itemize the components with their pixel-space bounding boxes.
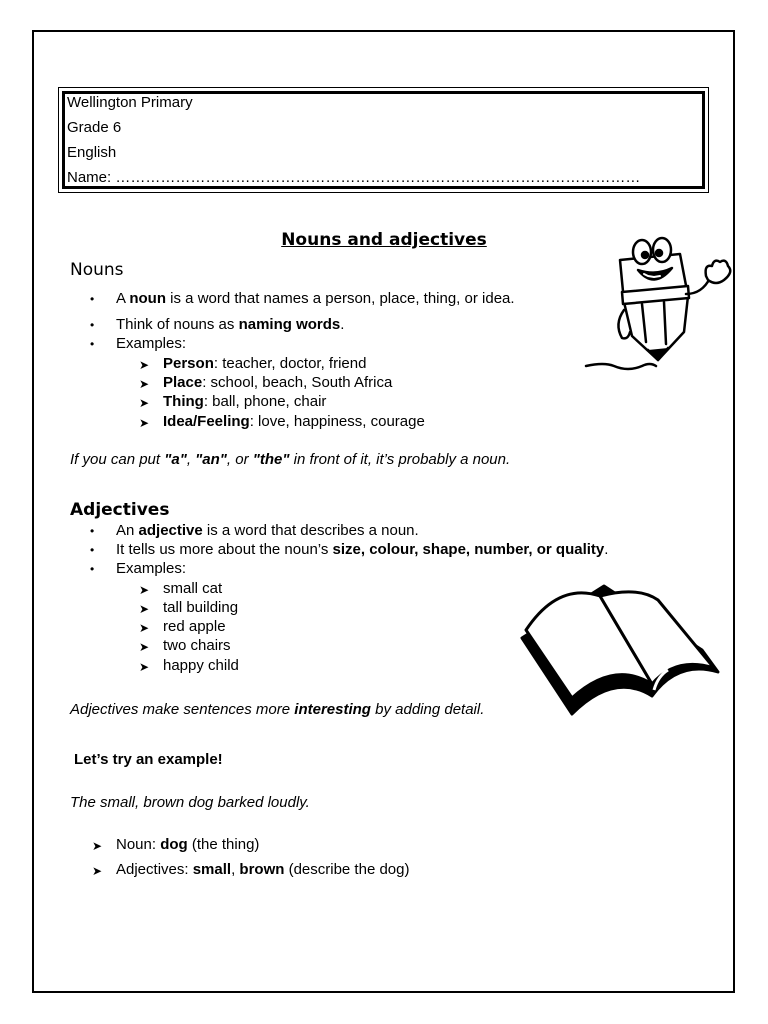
nouns-bullet-2: • Think of nouns as naming words. <box>116 316 344 334</box>
arrow-bullet-icon: ➤ <box>139 416 150 430</box>
arrow-bullet-icon: ➤ <box>139 377 150 391</box>
arrow-bullet-icon: ➤ <box>139 396 150 410</box>
noun-example-4: ➤ Idea/Feeling: love, happiness, courage <box>139 413 425 430</box>
arrow-bullet-icon: ➤ <box>139 583 150 597</box>
adj-tip: Adjectives make sentences more interesting by adding detail. <box>70 701 485 718</box>
adj-example-4: ➤ two chairs <box>139 637 231 654</box>
adj-bullet-1: • An adjective is a word that describes a noun. <box>116 522 419 540</box>
arrow-bullet-icon: ➤ <box>139 358 150 372</box>
arrow-bullet-icon: ➤ <box>92 839 103 853</box>
noun-tip: If you can put "a", "an", or "the" in front of it, it’s probably a noun. <box>70 451 511 468</box>
nouns-heading: Nouns <box>70 260 124 280</box>
subject: English <box>67 144 117 161</box>
grade: Grade 6 <box>67 119 122 136</box>
example-heading: Let’s try an example! <box>74 751 223 768</box>
example-sentence: The small, brown dog barked loudly. <box>70 794 310 811</box>
adj-bullet-2: • It tells us more about the noun’s size, colour, shape, number, or quality. <box>116 541 608 559</box>
pencil-mascot-icon <box>584 232 734 374</box>
open-book-icon <box>518 580 722 720</box>
adjectives-heading: Adjectives <box>70 500 170 520</box>
example-noun: ➤ Noun: dog (the thing) <box>92 836 260 853</box>
adj-example-2: ➤ tall building <box>139 599 239 616</box>
adj-example-5: ➤ happy child <box>139 657 239 674</box>
arrow-bullet-icon: ➤ <box>139 660 150 674</box>
arrow-bullet-icon: ➤ <box>139 602 150 616</box>
arrow-bullet-icon: ➤ <box>92 864 103 878</box>
adj-bullet-3: • Examples: <box>116 560 186 578</box>
school-name: Wellington Primary <box>67 94 193 111</box>
adj-example-1: ➤ small cat <box>139 580 223 597</box>
noun-example-3: ➤ Thing: ball, phone, chair <box>139 393 327 410</box>
adj-example-3: ➤ red apple <box>139 618 226 635</box>
example-adjectives: ➤ Adjectives: small, brown (describe the dog) <box>92 861 410 878</box>
noun-example-2: ➤ Place: school, beach, South Africa <box>139 374 393 391</box>
arrow-bullet-icon: ➤ <box>139 621 150 635</box>
name-field[interactable]: Name: …………………………………………………………………………………………… <box>67 169 641 186</box>
arrow-bullet-icon: ➤ <box>139 640 150 654</box>
nouns-bullet-3: • Examples: <box>116 335 186 353</box>
nouns-bullet-1: • A noun is a word that names a person, place, thing, or idea. <box>116 290 515 308</box>
noun-example-1: ➤ Person: teacher, doctor, friend <box>139 355 367 372</box>
page-title: Nouns and adjectives <box>281 230 487 250</box>
